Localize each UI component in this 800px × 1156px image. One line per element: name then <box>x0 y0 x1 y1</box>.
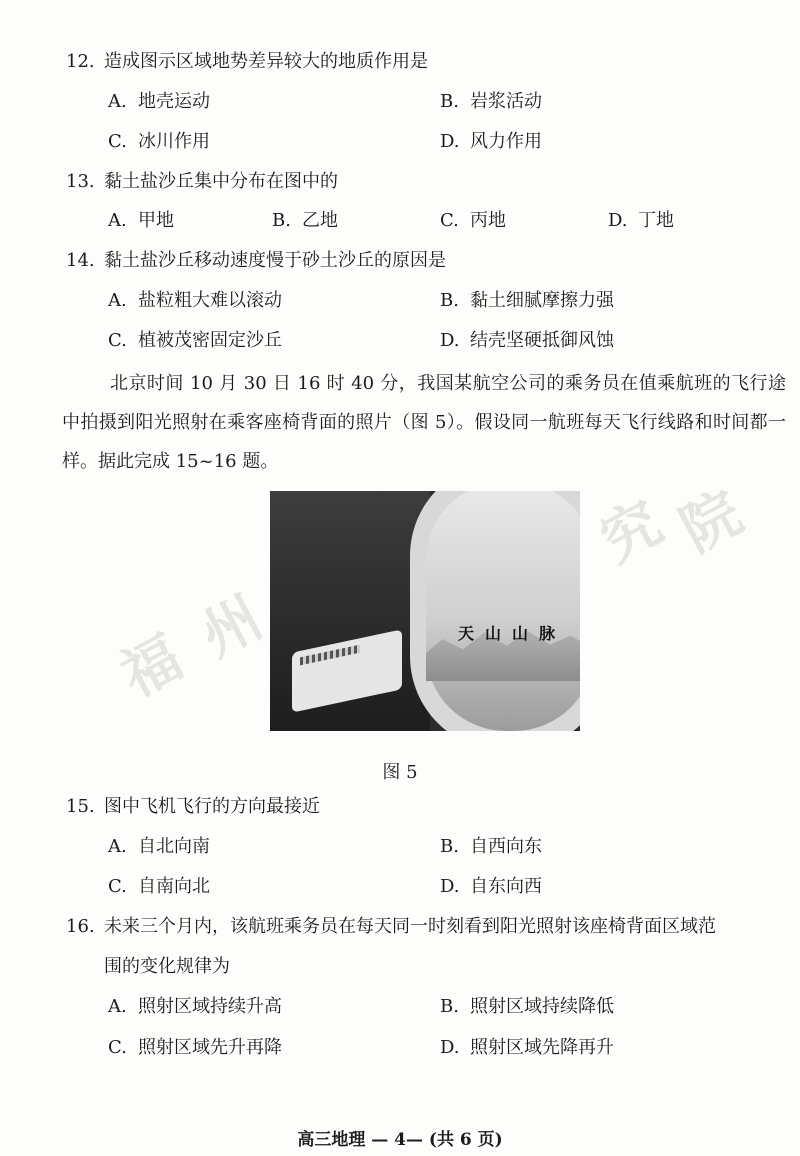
question-stem-line2: 围的变化规律为 <box>104 956 230 977</box>
question-number: 12. <box>66 51 95 72</box>
figure-caption: 图 5 <box>382 762 418 783</box>
passage: 北京时间 10 月 30 日 16 时 40 分，我国某航空公司的乘务员在值乘航班的飞行途中拍摄到阳光照射在乘客座椅背面的照片（图 5）。假设同一航班每天飞行线路和时间都一样。据此完成 15~16 题。 <box>62 373 786 472</box>
question-stem: 黏土盐沙丘移动速度慢于砂土沙丘的原因是 <box>104 250 446 271</box>
question-16-cont <box>104 954 230 980</box>
question-stem-line1: 未来三个月内，该航班乘务员在每天同一时刻看到阳光照射该座椅背面区域范 <box>104 916 716 937</box>
window-glass <box>426 491 580 731</box>
option-14-a <box>108 288 282 314</box>
question-16 <box>66 914 716 940</box>
question-stem: 造成图示区域地势差异较大的地质作用是 <box>104 51 428 72</box>
option-letter: B. <box>440 836 459 857</box>
option-letter: B. <box>440 996 459 1017</box>
option-letter: C. <box>108 131 127 152</box>
option-16-a <box>108 994 282 1020</box>
option-15-c <box>108 874 210 900</box>
option-text: 甲地 <box>138 210 174 231</box>
option-letter: C. <box>108 1037 127 1058</box>
option-15-d <box>440 874 542 900</box>
question-number: 16. <box>66 916 95 937</box>
question-number: 15. <box>66 796 95 817</box>
option-text: 地壳运动 <box>138 91 210 112</box>
option-14-b <box>440 288 614 314</box>
option-text: 黏土细腻摩擦力强 <box>470 290 614 311</box>
option-16-d <box>440 1035 614 1061</box>
option-text: 照射区域先升再降 <box>138 1037 282 1058</box>
option-text: 岩浆活动 <box>470 91 542 112</box>
option-16-b <box>440 994 614 1020</box>
option-text: 照射区域持续降低 <box>470 996 614 1017</box>
option-14-c <box>108 328 282 354</box>
question-12 <box>66 49 428 75</box>
option-text: 风力作用 <box>470 131 542 152</box>
option-letter: C. <box>108 330 127 351</box>
option-13-d <box>608 208 674 234</box>
option-text: 丙地 <box>470 210 506 231</box>
option-letter: A. <box>108 996 127 1017</box>
option-letter: A. <box>108 290 127 311</box>
option-text: 自西向东 <box>470 836 542 857</box>
option-12-d <box>440 129 542 155</box>
option-letter: C. <box>440 210 459 231</box>
option-text: 冰川作用 <box>138 131 210 152</box>
option-text: 结壳坚硬抵御风蚀 <box>470 330 614 351</box>
watermark-char: 州 <box>189 582 273 671</box>
option-text: 植被茂密固定沙丘 <box>138 330 282 351</box>
watermark-char: 究 <box>589 487 673 576</box>
option-13-c <box>440 208 506 234</box>
option-letter: B. <box>272 210 291 231</box>
question-stem: 黏土盐沙丘集中分布在图中的 <box>104 171 338 192</box>
option-15-a <box>108 834 210 860</box>
option-14-d <box>440 328 614 354</box>
question-14 <box>66 248 446 274</box>
figure-5-photo <box>270 491 580 731</box>
question-number: 13. <box>66 171 95 192</box>
watermark-char: 福 <box>109 622 193 711</box>
option-text: 乙地 <box>302 210 338 231</box>
option-letter: A. <box>108 91 127 112</box>
option-text: 盐粒粗大难以滚动 <box>138 290 282 311</box>
option-letter: D. <box>608 210 628 231</box>
option-12-c <box>108 129 210 155</box>
option-16-c <box>108 1035 282 1061</box>
option-letter: A. <box>108 836 127 857</box>
option-letter: C. <box>108 876 127 897</box>
question-number: 14. <box>66 250 95 271</box>
option-letter: B. <box>440 290 459 311</box>
option-text: 丁地 <box>638 210 674 231</box>
option-letter: D. <box>440 876 460 897</box>
option-13-b <box>272 208 338 234</box>
question-15 <box>66 794 320 820</box>
option-text: 自东向西 <box>470 876 542 897</box>
option-13-a <box>108 208 174 234</box>
question-13 <box>66 169 338 195</box>
option-text: 照射区域先降再升 <box>470 1037 614 1058</box>
tianshan-label: 天山山脉 <box>458 624 567 643</box>
option-12-b <box>440 89 542 115</box>
option-letter: A. <box>108 210 127 231</box>
option-text: 自北向南 <box>138 836 210 857</box>
option-text: 照射区域持续升高 <box>138 996 282 1017</box>
option-12-a <box>108 89 210 115</box>
option-15-b <box>440 834 542 860</box>
watermark-char: 院 <box>669 477 753 566</box>
page-footer: 高三地理 — 4— (共 6 页) <box>297 1130 503 1150</box>
question-stem: 图中飞机飞行的方向最接近 <box>104 796 320 817</box>
option-letter: B. <box>440 91 459 112</box>
option-letter: D. <box>440 1037 460 1058</box>
option-letter: D. <box>440 330 460 351</box>
option-letter: D. <box>440 131 460 152</box>
option-text: 自南向北 <box>138 876 210 897</box>
